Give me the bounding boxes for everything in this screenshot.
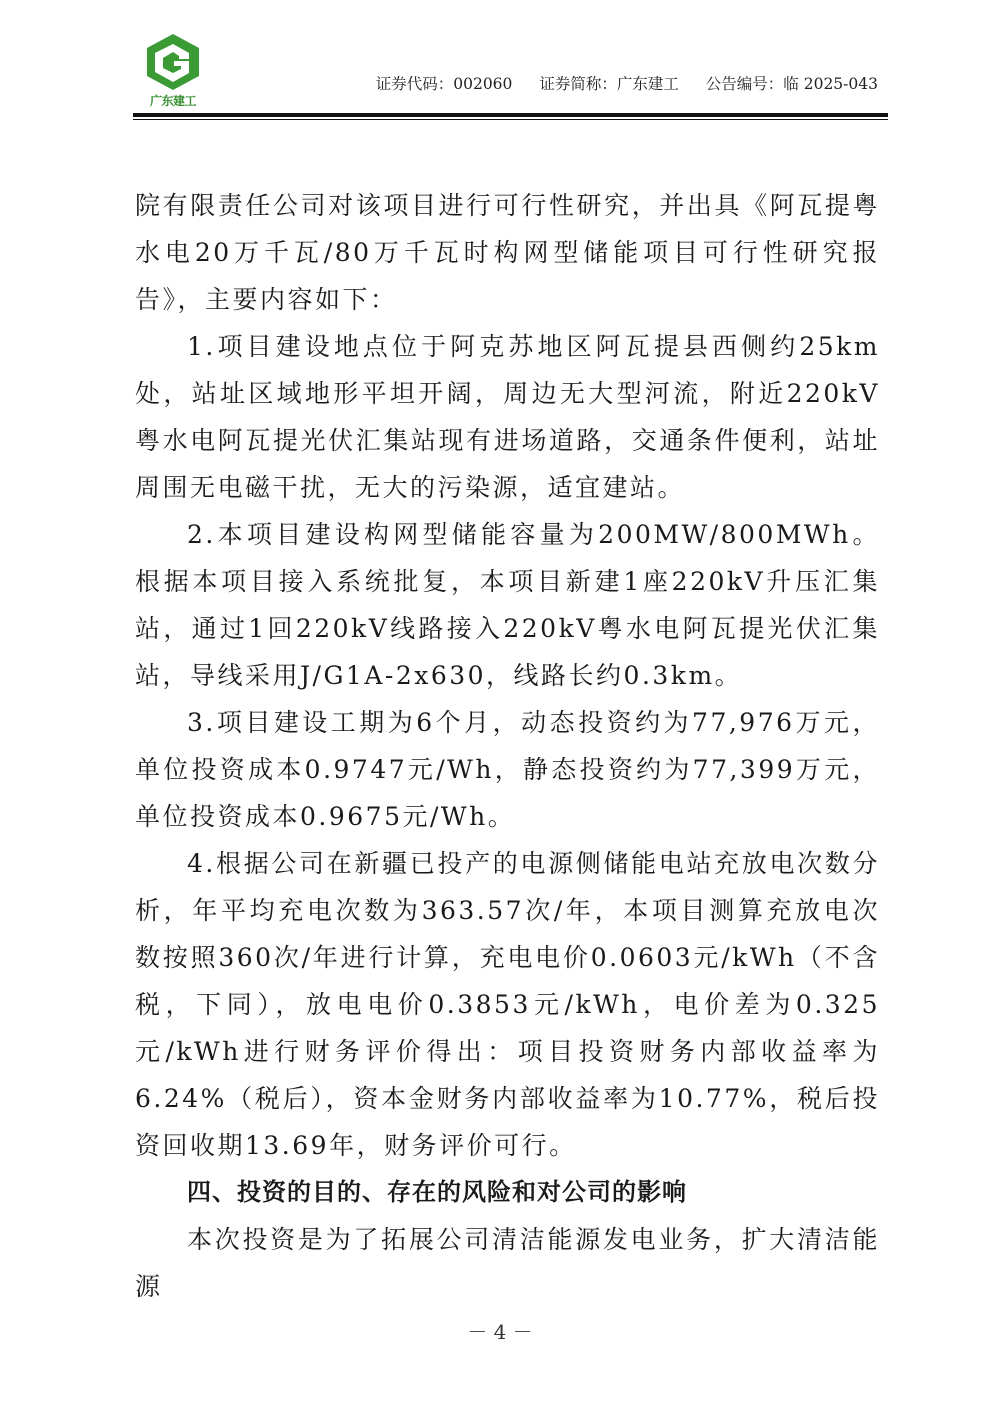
- paragraph-item-1: 1.项目建设地点位于阿克苏地区阿瓦提县西侧约25km处，站址区域地形平坦开阔，周边无大型河流，附近220kV粤水电阿瓦提光伏汇集站现有进场道路，交通条件便利，站址周围无电磁干扰，无大的污染源，适宜建站。: [135, 332, 880, 502]
- stock-name: 证券简称：广东建工: [539, 75, 679, 93]
- header-divider-thick: [133, 113, 888, 117]
- logo-text: 广东建工: [149, 94, 196, 108]
- logo-g-icon: [141, 32, 205, 92]
- page-number: － 4 －: [467, 1320, 533, 1344]
- document-body: [135, 182, 880, 1310]
- company-logo: [141, 32, 205, 110]
- header-info: [376, 72, 878, 94]
- paragraph-intro: 院有限责任公司对该项目进行可行性研究，并出具《阿瓦提粤水电20万千瓦/80万千瓦时构网型储能项目可行性研究报告》，主要内容如下：: [135, 191, 880, 314]
- paragraph-last: 本次投资是为了拓展公司清洁能源发电业务，扩大清洁能源: [135, 1225, 880, 1301]
- paragraph-item-4: 4.根据公司在新疆已投产的电源侧储能电站充放电次数分析，年平均充电次数为363.57次/年，本项目测算充放电次数按照360次/年进行计算，充电电价0.0603元/kWh（不含税，下同），放电电价0.3853元/kWh，电价差为0.325元/kWh进行财务评价得出：项目投资财务内部收益率为6.24%（税后），资本金财务内部收益率为10.77%，税后投资回收期13.69年，财务评价可行。: [135, 849, 880, 1160]
- stock-code: 证券代码：002060: [375, 75, 513, 93]
- announcement-number: 公告编号：临 2025-043: [705, 75, 878, 93]
- section-heading: 四、投资的目的、存在的风险和对公司的影响: [187, 1178, 687, 1206]
- paragraph-item-2: 2.本项目建设构网型储能容量为200MW/800MWh。根据本项目接入系统批复，本项目新建1座220kV升压汇集站，通过1回220kV线路接入220kV粤水电阿瓦提光伏汇集站，导线采用J/G1A-2x630，线路长约0.3km。: [135, 520, 880, 690]
- header-divider-thin: [133, 119, 888, 120]
- paragraph-item-3: 3.项目建设工期为6个月，动态投资约为77,976万元，单位投资成本0.9747元/Wh，静态投资约为77,399万元，单位投资成本0.9675元/Wh。: [135, 708, 880, 831]
